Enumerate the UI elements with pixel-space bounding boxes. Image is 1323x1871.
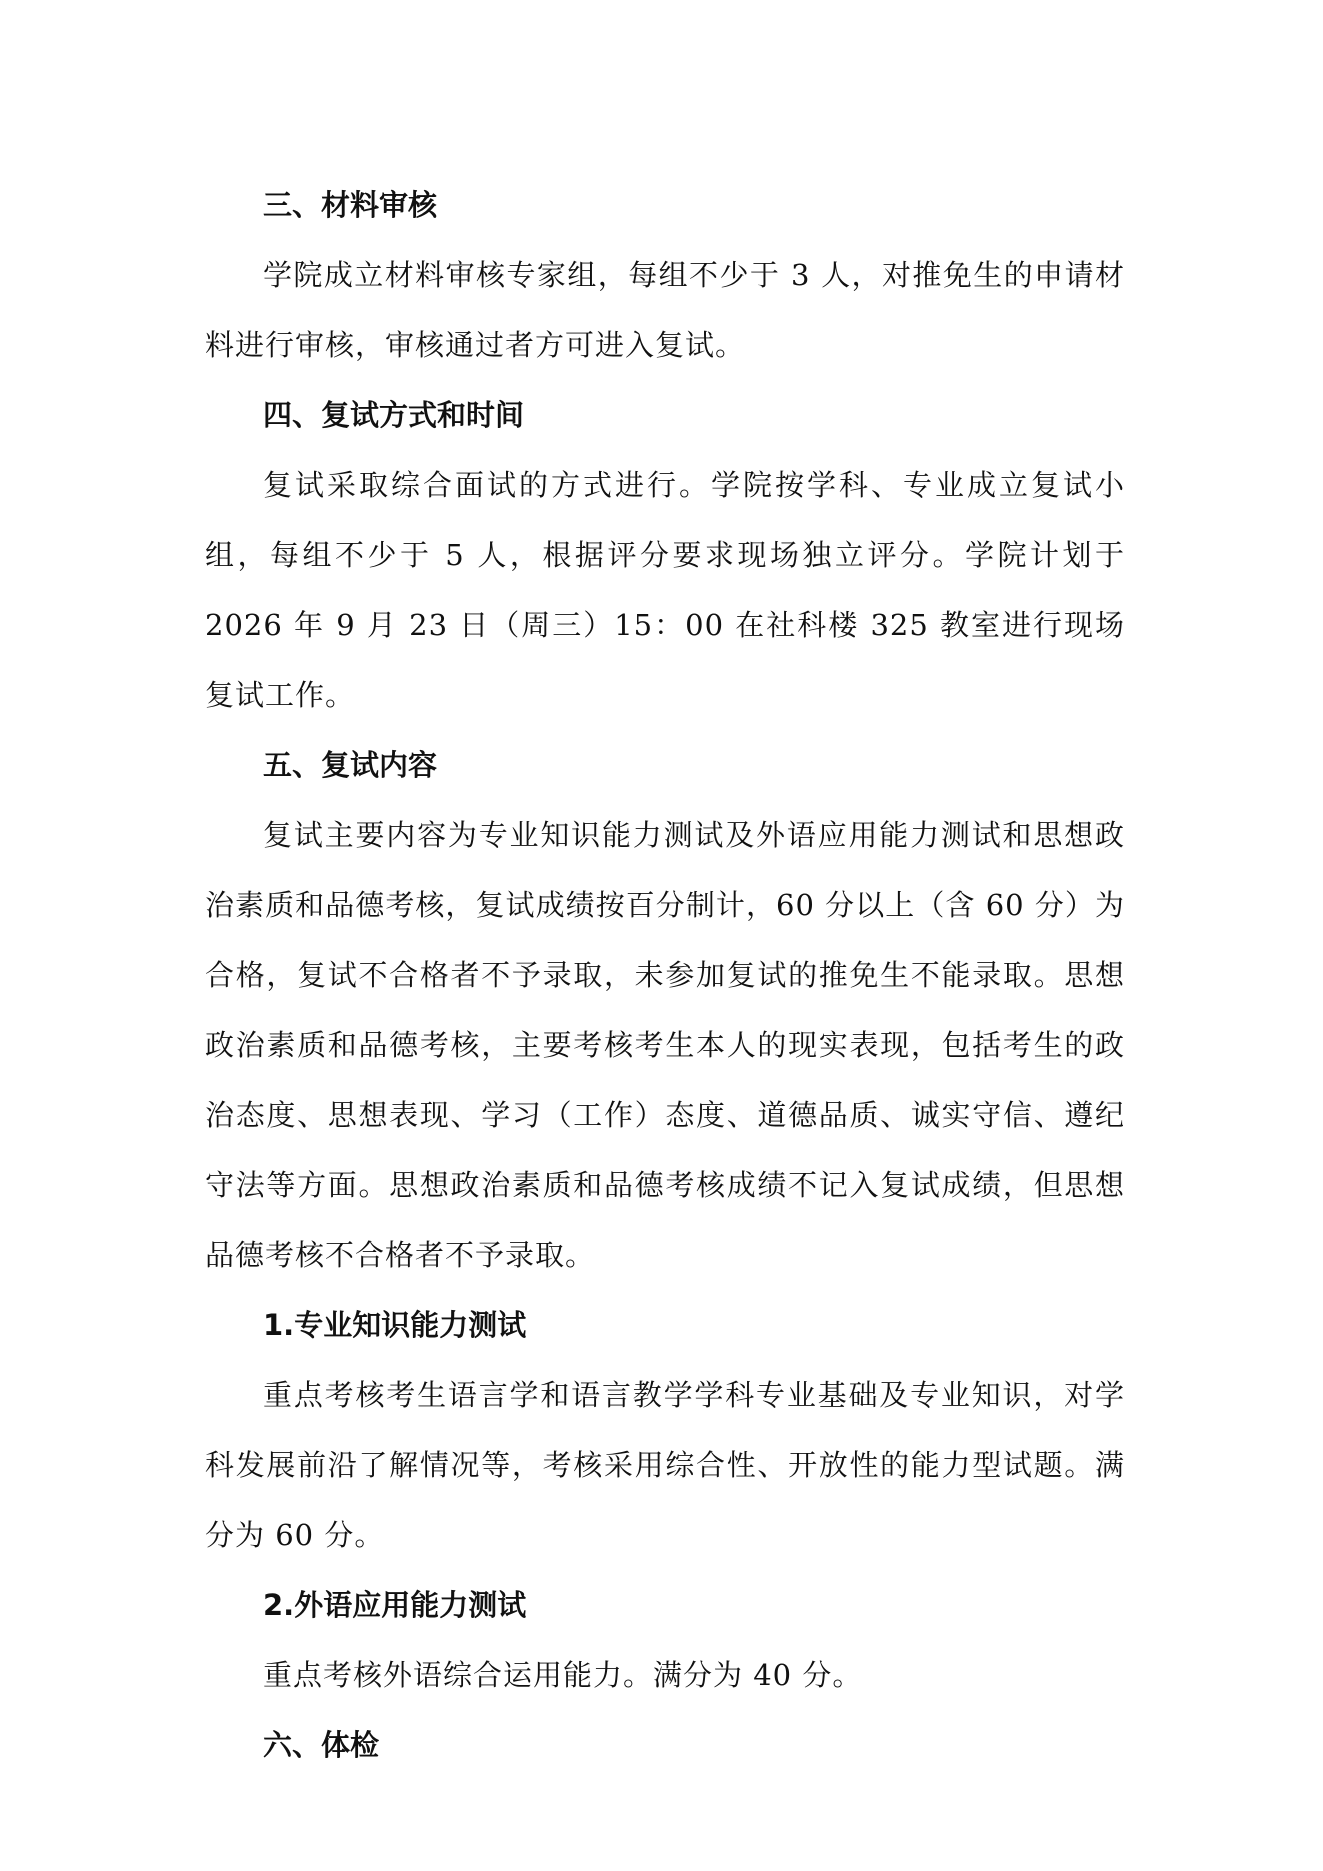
section-heading-retest-method: 四、复试方式和时间 [263,398,525,432]
subsection-heading-professional-knowledge: 1.专业知识能力测试 [263,1308,527,1342]
paragraph-foreign-language: 重点考核外语综合运用能力。满分为 40 分。 [263,1658,863,1692]
paragraph-retest-method: 复试采取综合面试的方式进行。学院按学科、专业成立复试小组，每组不少于 5 人，根据评分要求现场独立评分。学院计划于 2026 年 9 月 23 日（周三）15：00 在社科楼 325 教室进行现场复试工作。 [205,468,1125,712]
paragraph-retest-content: 复试主要内容为专业知识能力测试及外语应用能力测试和思想政治素质和品德考核，复试成绩按百分制计，60 分以上（含 60 分）为合格，复试不合格者不予录取，未参加复试的推免生不能录取。思想政治素质和品德考核，主要考核考生本人的现实表现，包括考生的政治态度、思想表现、学习（工作）态度、道德品质、诚实守信、遵纪守法等方面。思想政治素质和品德考核成绩不记入复试成绩，但思想品德考核不合格者不予录取。 [205,818,1125,1272]
document-body [205,170,1125,1780]
section-heading-materials-review: 三、材料审核 [263,188,438,222]
section-heading-physical-exam: 六、体检 [263,1728,380,1762]
paragraph-materials-review: 学院成立材料审核专家组，每组不少于 3 人，对推免生的申请材料进行审核，审核通过者方可进入复试。 [205,258,1125,362]
subsection-heading-foreign-language: 2.外语应用能力测试 [263,1588,527,1622]
paragraph-professional-knowledge: 重点考核考生语言学和语言教学学科专业基础及专业知识，对学科发展前沿了解情况等，考核采用综合性、开放性的能力型试题。满分为 60 分。 [205,1378,1125,1552]
section-heading-retest-content: 五、复试内容 [263,748,438,782]
